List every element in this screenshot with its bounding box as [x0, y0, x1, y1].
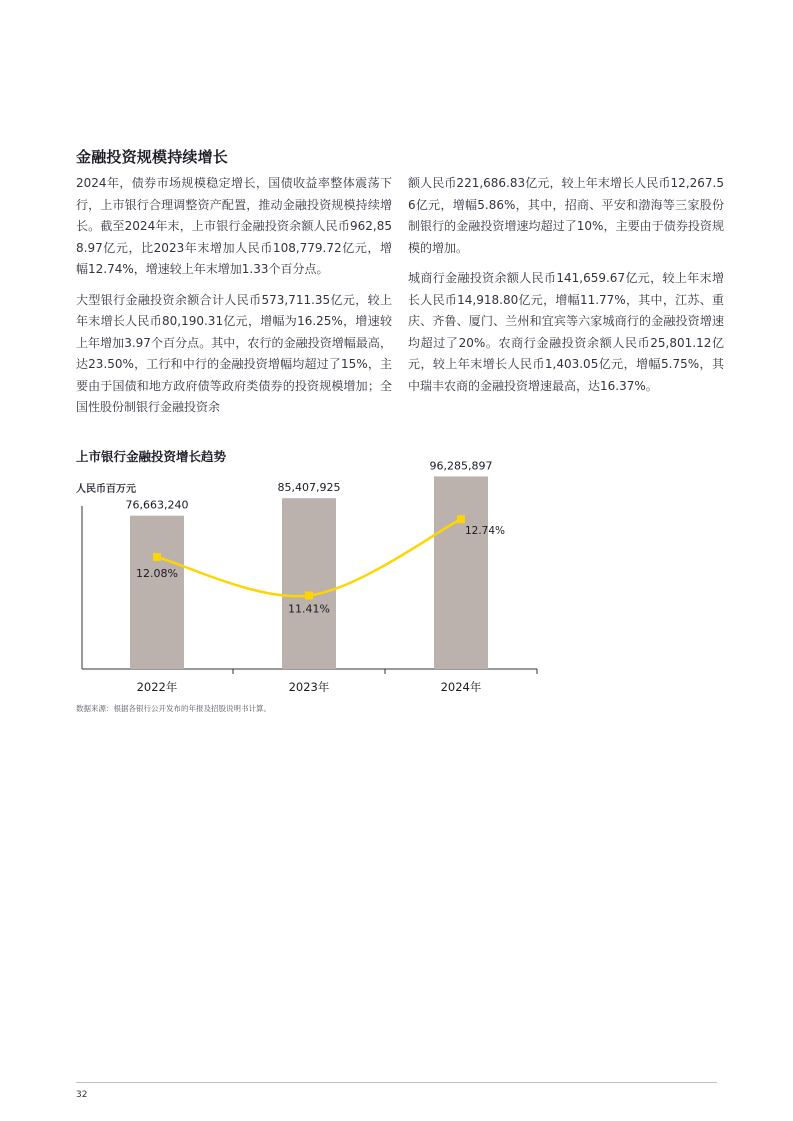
x-tick-label: 2024年	[440, 680, 482, 694]
bar-2022年	[130, 516, 184, 669]
paragraph: 额人民币221,686.83亿元，较上年末增长人民币12,267.56亿元，增幅5.86%，其中，招商、平安和渤海等三家股份制银行的金融投资增速均超过了10%，主要由于债券投资规模的增加。	[408, 176, 724, 255]
paragraph: 城商行金融投资余额人民币141,659.67亿元，较上年末增长人民币14,918.80亿元，增幅11.77%，其中，江苏、重庆、齐鲁、厦门、兰州和宜宾等六家城商行的金融投资增速均超过了20%。农商行金融投资余额人民币25,801.12亿元，较上年末增长人民币1,403.05亿元，增幅5.75%，其中瑞丰农商的金融投资增速最高，达16.37%。	[408, 271, 724, 393]
x-tick-label: 2023年	[288, 680, 330, 694]
bar-2023年	[282, 498, 336, 669]
growth-rate-label: 11.41%	[288, 602, 330, 616]
page-number: 32	[76, 1090, 88, 1100]
paragraph: 大型银行金融投资余额合计人民币573,711.35亿元，较上年末增长人民币80,190.31亿元，增幅为16.25%，增速较上年增加3.97个百分点。其中，农行的金融投资增幅最高，达23.50%，工行和中行的金融投资增幅均超过了15%，主要由于国债和地方政府债等政府类债券的投资规模增加；全国性股份制银行金融投资余	[76, 292, 392, 414]
bar-value-label: 76,663,240	[125, 498, 189, 512]
bar-value-label: 85,407,925	[277, 481, 341, 495]
growth-rate-label: 12.74%	[464, 525, 506, 538]
growth-rate-label: 12.08%	[136, 567, 178, 581]
x-tick-label: 2022年	[136, 680, 178, 694]
growth-rate-marker	[305, 591, 313, 599]
chart-unit-label: 人民币百万元	[76, 484, 136, 495]
growth-rate-marker	[153, 553, 161, 561]
footer-divider	[76, 1082, 717, 1083]
paragraph: 2024年，债券市场规模稳定增长，国债收益率整体震荡下行，上市银行合理调整资产配置，推动金融投资规模持续增长。截至2024年末，上市银行金融投资余额人民币962,858.97亿元，比2023年末增加人民币108,779.72亿元，增幅12.74%，增速较上年末增加1.33个百分点。	[76, 176, 392, 276]
chart-title: 上市银行金融投资增长趋势	[76, 449, 227, 464]
section-title: 金融投资规模持续增长	[76, 148, 229, 166]
source-note: 数据来源：根据各银行公开发布的年报及招股说明书计算。	[76, 704, 271, 713]
bar-value-label: 96,285,897	[429, 459, 493, 473]
bar-2024年	[434, 476, 488, 669]
growth-rate-marker	[457, 515, 465, 523]
